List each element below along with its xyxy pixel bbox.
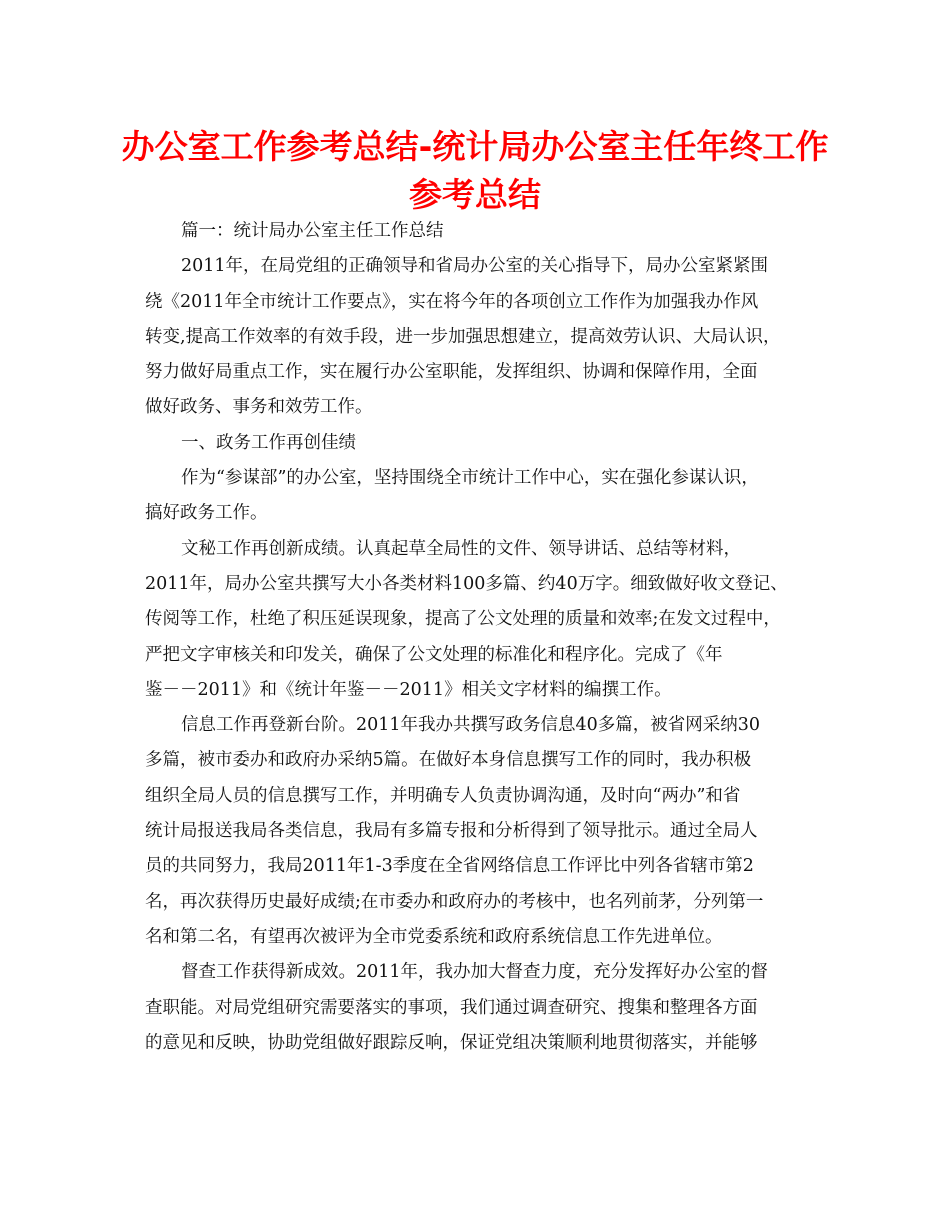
body-text-line: 2011年，在局党组的正确领导和省局办公室的关心指导下，局办公室紧紧围 (181, 256, 769, 277)
body-text-line: 名和第二名，有望再次被评为全市党委系统和政府系统信息工作先进单位。 (145, 926, 723, 947)
body-text-line: 组织全局人员的信息撰写工作，并明确专人负责协调沟通，及时向“两办”和省 (145, 785, 741, 806)
document-title-line-1: 办公室工作参考总结-统计局办公室主任年终工作 (121, 127, 829, 166)
body-text-line: 作为“参谋部”的办公室，坚持围绕全市统计工作中心，实在强化参谋认识， (181, 468, 759, 489)
body-text-line: 绕《2011年全市统计工作要点》，实在将今年的各项创立工作作为加强我办作风 (145, 291, 759, 312)
document-body (145, 214, 825, 1061)
body-text-line: 信息工作再登新台阶。2011年我办共撰写政务信息40多篇，被省网采纳30 (181, 715, 761, 736)
body-text-line: 文秘工作再创新成绩。认真起草全局性的文件、领导讲话、总结等材料， (181, 538, 741, 559)
body-text-line: 查职能。对局党组研究需要落实的事项，我们通过调查研究、搜集和整理各方面 (145, 997, 758, 1018)
body-text-line: 名，再次获得历史最好成绩;在市委办和政府办的考核中，也名列前茅，分列第一 (145, 891, 764, 912)
body-text-line: 2011年，局办公室共撰写大小各类材料100多篇、约40万字。细致做好收文登记、 (145, 573, 788, 594)
body-text-line: 员的共同努力，我局2011年1-3季度在全省网络信息工作评比中列各省辖市第2 (145, 856, 754, 877)
body-text-line: 篇一：统计局办公室主任工作总结 (181, 221, 444, 241)
body-text-line: 做好政务、事务和效劳工作。 (145, 397, 373, 418)
body-text-line: 督查工作获得新成效。2011年，我办加大督查力度，充分发挥好办公室的督 (181, 962, 769, 983)
body-text-line: 的意见和反映，协助党组做好跟踪反响，保证党组决策顺利地贯彻落实，并能够 (145, 1032, 758, 1053)
body-text-line: 转变,提高工作效率的有效手段，进一步加强思想建立，提高效劳认识、大局认识， (145, 326, 781, 347)
body-text-line: 一、政务工作再创佳绩 (181, 432, 356, 453)
body-text-line: 努力做好局重点工作，实在履行办公室职能，发挥组织、协调和保障作用，全面 (145, 362, 758, 383)
body-text-line: 传阅等工作，杜绝了积压延误现象，提高了公文处理的质量和效率;在发文过程中， (145, 609, 781, 630)
body-text-line: 统计局报送我局各类信息，我局有多篇专报和分析得到了领导批示。通过全局人 (145, 821, 758, 842)
body-text-line: 搞好政务工作。 (145, 503, 268, 524)
body-text-line: 严把文字审核关和印发关，确保了公文处理的标准化和程序化。完成了《年 (145, 644, 723, 665)
body-text-line: 多篇，被市委办和政府办采纳5篇。在做好本身信息撰写工作的同时，我办积极 (145, 750, 752, 771)
document-title-line-2: 参考总结 (409, 175, 541, 214)
body-text-line: 鉴－－2011》和《统计年鉴－－2011》相关文字材料的编撰工作。 (145, 679, 672, 700)
